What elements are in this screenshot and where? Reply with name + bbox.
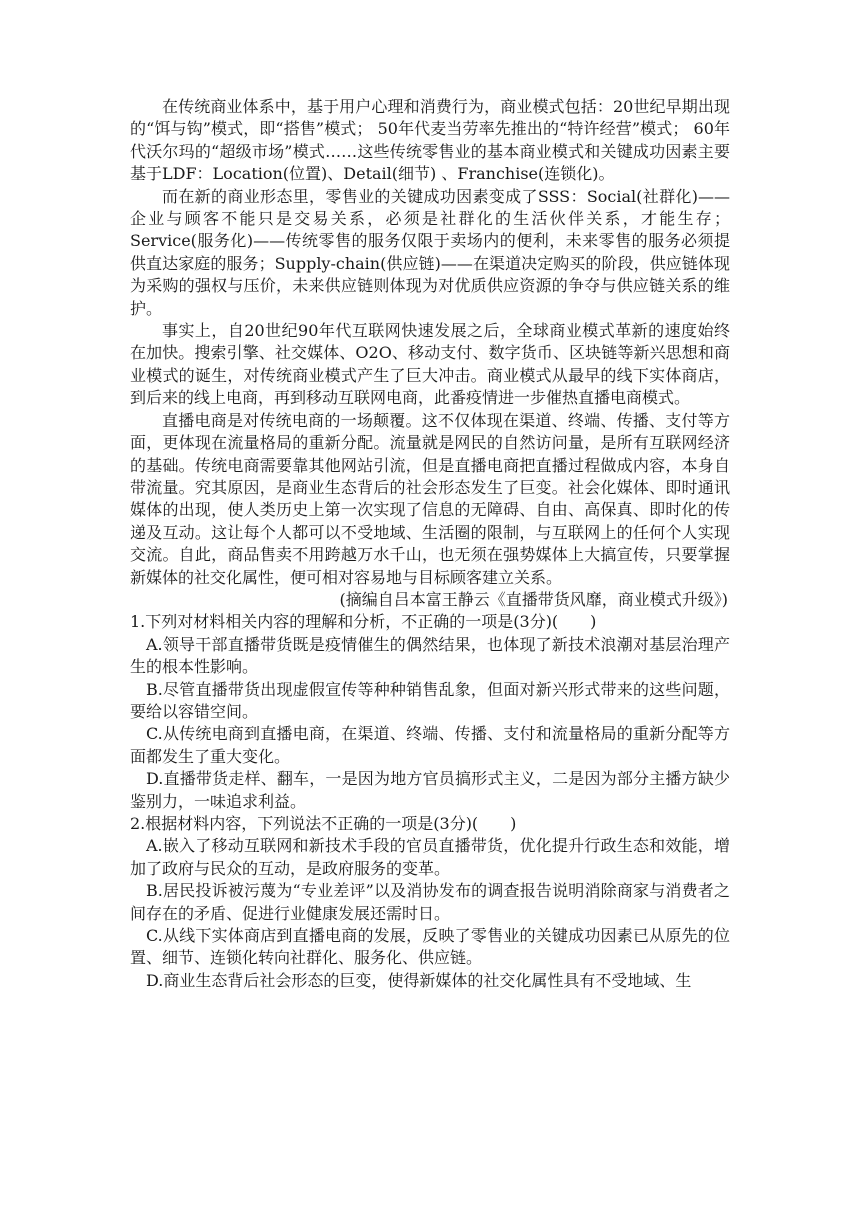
question-1-option-b: B.尽管直播带货出现虚假宣传等种种销售乱象，但面对新兴形式带来的这些问题，要给以容错空间。 bbox=[130, 679, 730, 721]
body-paragraph-2: 而在新的商业形态里，零售业的关键成功因素变成了SSS：Social(社群化)——企业与顾客不能只是交易关系，必须是社群化的生活伙伴关系，才能生存；Service(服务化)——传统零售的服务仅限于卖场内的便利，未来零售的服务必须提供直达家庭的服务；Supply-chain(供应链)——在渠道决定购买的阶段，供应链体现为采购的强权与压价，未来供应链则体现为对优质供应资源的争夺与供应链关系的维护。 bbox=[130, 186, 730, 318]
question-1-option-d: D.直播带货走样、翻车，一是因为地方官员搞形式主义，二是因为部分主播方缺少鉴别力，一味追求利益。 bbox=[130, 769, 730, 811]
question-2-stem: 2.根据材料内容，下列说法不正确的一项是(3分)( ) bbox=[130, 814, 517, 833]
body-paragraph-3: 事实上，自20世纪90年代互联网快速发展之后，全球商业模式革新的速度始终在加快。搜索引擎、社交媒体、O2O、移动支付、数字货币、区块链等新兴思想和商业模式的诞生，对传统商业模式产生了巨大冲击。商业模式从最早的线下实体商店，到后来的线上电商，再到移动互联网电商，此番疫情进一步催热直播电商模式。 bbox=[130, 321, 730, 408]
question-1-option-a: A.领导干部直播带货既是疫情催生的偶然结果，也体现了新技术浪潮对基层治理产生的根本性影响。 bbox=[130, 634, 730, 677]
question-1-option-c: C.从传统电商到直播电商，在渠道、终端、传播、支付和流量格局的重新分配等方面都发生了重大变化。 bbox=[130, 724, 730, 766]
document-page bbox=[130, 96, 730, 992]
question-2-option-c: C.从线下实体商店到直播电商的发展，反映了零售业的关键成功因素已从原先的位置、细节、连锁化转向社群化、服务化、供应链。 bbox=[130, 926, 730, 968]
body-paragraph-4: 直播电商是对传统电商的一场颠覆。这不仅体现在渠道、终端、传播、支付等方面，更体现在流量格局的重新分配。流量就是网民的自然访问量，是所有互联网经济的基础。传统电商需要靠其他网站引流，但是直播电商把直播过程做成内容，本身自带流量。究其原因，是商业生态背后的社会形态发生了巨变。社会化媒体、即时通讯媒体的出现，使人类历史上第一次实现了信息的无障碍、自由、高保真、即时化的传递及互动。这让每个人都可以不受地域、生活圈的限制，与互联网上的任何个人实现交流。自此，商品售卖不用跨越万水千山，也无须在强势媒体上大搞宣传，只要掌握新媒体的社交化属性，便可相对容易地与目标顾客建立关系。 bbox=[130, 410, 730, 587]
source-citation: (摘编自吕本富王静云《直播带货风靡，商业模式升级》) bbox=[339, 589, 728, 609]
question-1-stem: 1.下列对材料相关内容的理解和分析，不正确的一项是(3分)( ) bbox=[130, 612, 597, 632]
question-2-option-b: B.居民投诉被污蔑为“专业差评”以及消协发布的调查报告说明消除商家与消费者之间存在的矛盾、促进行业健康发展还需时日。 bbox=[130, 881, 730, 923]
question-2-option-d: D.商业生态背后社会形态的巨变，使得新媒体的社交化属性具有不受地域、生 bbox=[146, 970, 692, 990]
question-2-option-a: A.嵌入了移动互联网和新技术手段的官员直播带货，优化提升行政生态和效能，增加了政府与民众的互动，是政府服务的变革。 bbox=[130, 836, 730, 878]
body-paragraph-1: 在传统商业体系中，基于用户心理和消费行为，商业模式包括：20世纪早期出现的“饵与钩”模式，即“搭售”模式； 50年代麦当劳率先推出的“特许经营”模式； 60年代沃尔玛的“超级市场”模式……这些传统零售业的基本商业模式和关键成功因素主要基于LDF：Location(位置)、Detail(细节) 、Franchise(连锁化)。 bbox=[130, 97, 730, 184]
